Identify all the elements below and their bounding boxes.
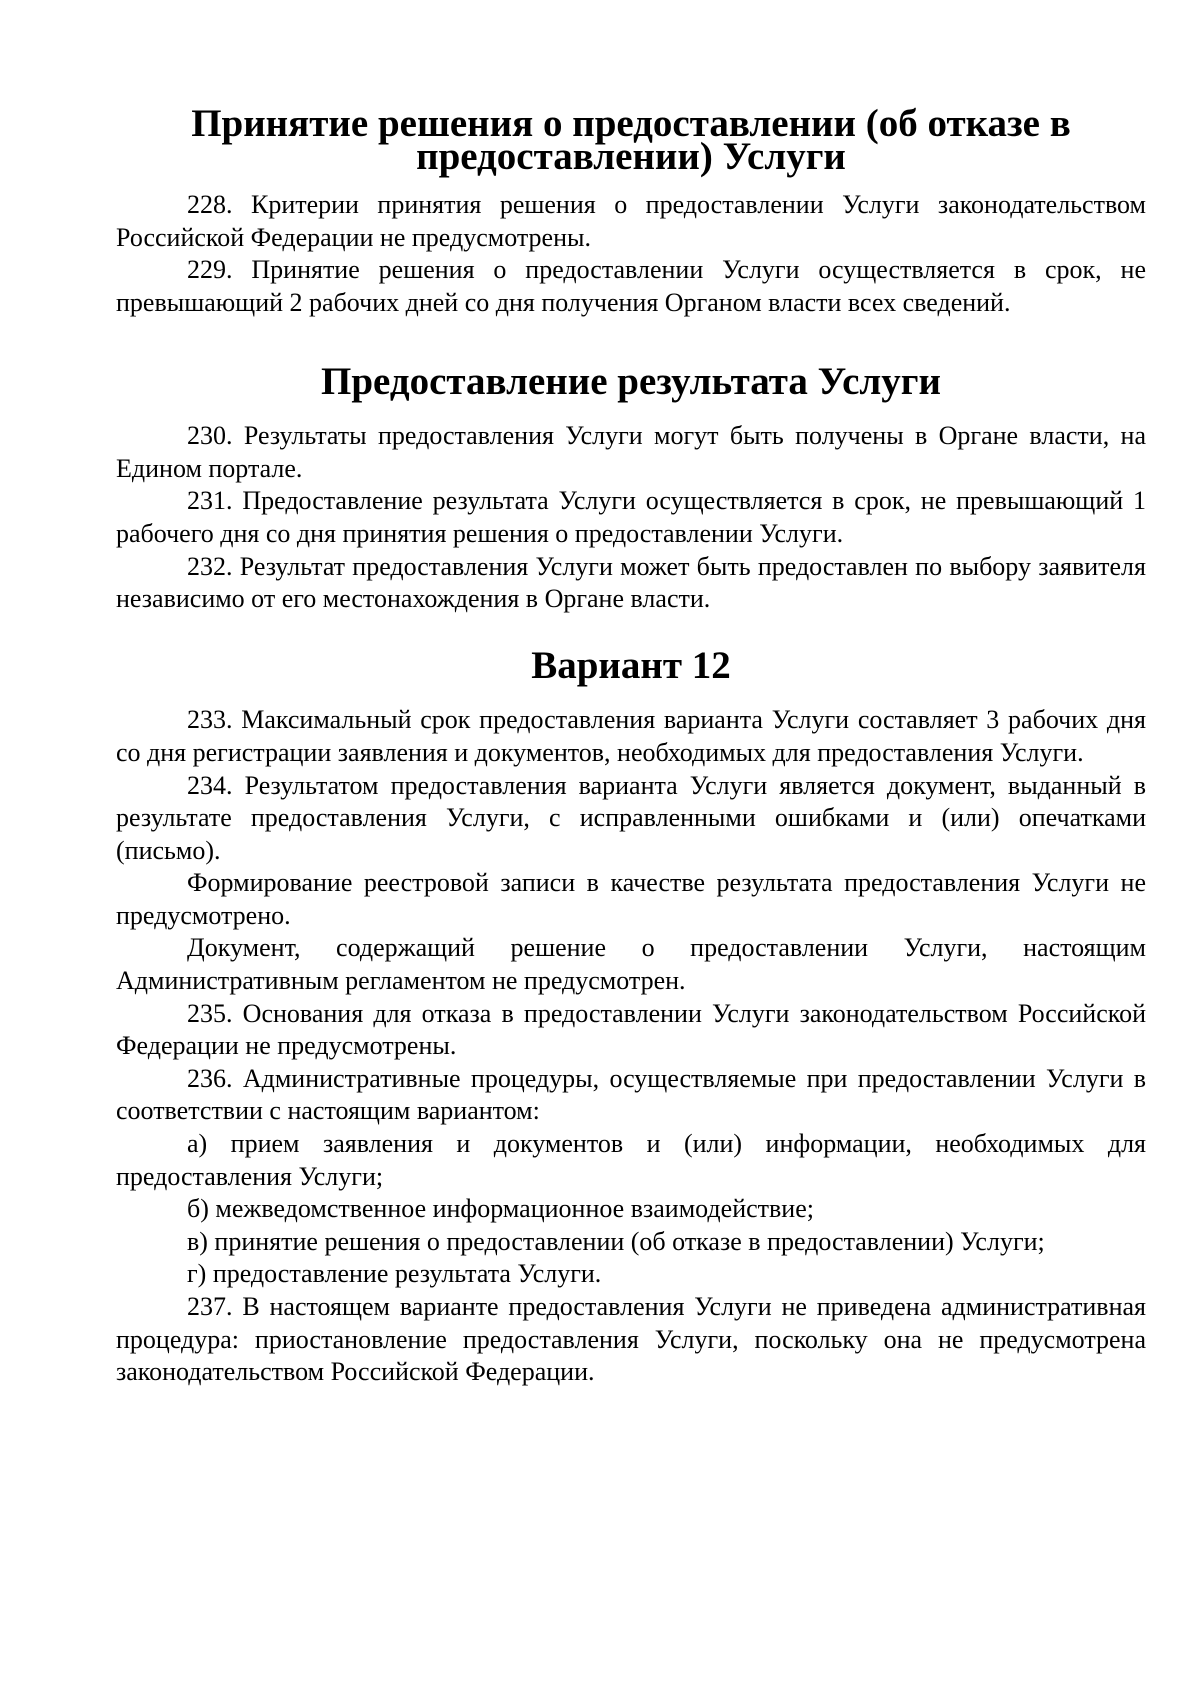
paragraph-230: 230. Результаты предоставления Услуги могут быть получены в Органе власти, на Едином портале. [116, 421, 1146, 483]
section-heading: Принятие решения о предоставлении (об отказе в предоставлении) Услуги [191, 102, 1071, 178]
paragraph-235: 235. Основания для отказа в предоставлении Услуги законодательством Российской Федерации не предусмотрены. [116, 998, 1146, 1061]
document-page [116, 102, 1146, 1389]
paragraph-237: 237. В настоящем варианте предоставления Услуги не приведена административная процедура: приостановление предоставления Услуги, поскольку она не предусмотрена законодательством Российской Федерации. [116, 1292, 1146, 1387]
list-item-g: г) предоставление результата Услуги. [187, 1259, 602, 1289]
paragraph-234: 234. Результатом предоставления варианта Услуги является документ, выданный в результате предоставления Услуги, с исправленными ошибками и (или) опечатками (письмо). [116, 770, 1146, 865]
paragraph-236: 236. Административные процедуры, осуществляемые при предоставлении Услуги в соответствии с настоящим вариантом: [116, 1063, 1146, 1126]
section-result [116, 359, 1146, 616]
paragraph-231: 231. Предоставление результата Услуги осуществляется в срок, не превышающий 1 рабочего дня со дня принятия решения о предоставлении Услуги. [116, 486, 1146, 548]
section-variant-12 [116, 643, 1146, 1389]
list-item-a: а) прием заявления и документов и (или) информации, необходимых для предоставления Услуги; [116, 1129, 1146, 1191]
list-item-b: б) межведомственное информационное взаимодействие; [187, 1194, 814, 1224]
section-heading: Вариант 12 [531, 643, 731, 687]
paragraph-233: 233. Максимальный срок предоставления варианта Услуги составляет 3 рабочих дня со дня регистрации заявления и документов, необходимых для предоставления Услуги. [116, 705, 1146, 767]
paragraph-decision-document: Документ, содержащий решение о предоставлении Услуги, настоящим Административным регламентом не предусмотрен. [116, 933, 1146, 996]
paragraph-229: 229. Принятие решения о предоставлении Услуги осуществляется в срок, не превышающий 2 рабочих дней со дня получения Органом власти всех сведений. [116, 255, 1146, 317]
paragraph-228: 228. Критерии принятия решения о предоставлении Услуги законодательством Российской Федерации не предусмотрены. [116, 190, 1146, 252]
paragraph-232: 232. Результат предоставления Услуги может быть предоставлен по выбору заявителя независимо от его местонахождения в Органе власти. [116, 551, 1146, 614]
list-item-v: в) принятие решения о предоставлении (об отказе в предоставлении) Услуги; [187, 1226, 1045, 1256]
paragraph-registry-record: Формирование реестровой записи в качестве результата предоставления Услуги не предусмотрено. [116, 868, 1146, 930]
section-heading: Предоставление результата Услуги [321, 359, 941, 403]
section-decision [116, 102, 1146, 320]
